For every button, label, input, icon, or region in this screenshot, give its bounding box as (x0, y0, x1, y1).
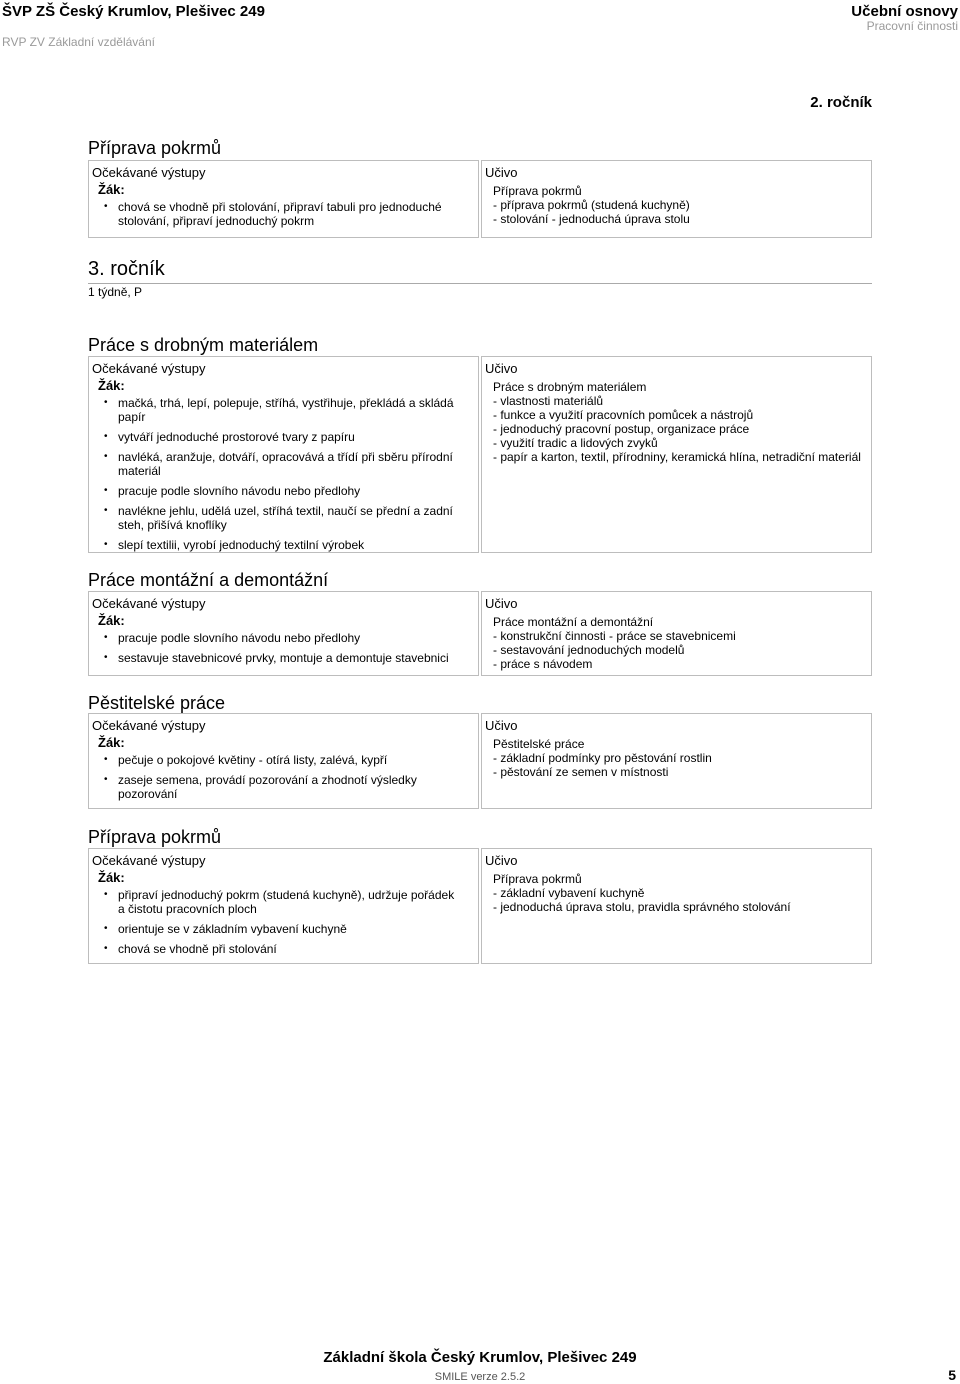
section-title: Příprava pokrmů (88, 138, 222, 158)
outcomes-list (92, 396, 474, 552)
curriculum-column (481, 356, 872, 553)
curriculum-header: Učivo (485, 361, 518, 376)
outcome-item: • pečuje o pokojové květiny - otírá listy, zalévá, kypří (118, 753, 474, 767)
curriculum-item: - základní podmínky pro pěstování rostlin (493, 751, 712, 765)
section-table (88, 356, 872, 553)
outcome-item: • sestavuje stavebnicové prvky, montuje a demontuje stavebnici (118, 651, 474, 665)
outcomes-list (92, 200, 474, 228)
outcome-item: • navlékne jehlu, udělá uzel, stříhá textil, naučí se přední a zadní steh, přišívá knoflíky (118, 504, 474, 532)
student-label: Žák: (98, 378, 125, 393)
curriculum-item: - konstrukční činnosti - práce se stavebnicemi (493, 629, 736, 643)
outcomes-list (92, 888, 474, 956)
footer-version: SMILE verze 2.5.2 (434, 1371, 526, 1383)
outcome-item: • orientuje se v základním vybavení kuchyně (118, 922, 474, 936)
curriculum-title: Práce montážní a demontážní (493, 615, 654, 629)
curriculum-column (481, 160, 872, 238)
outcome-item: • chová se vhodně při stolování, připraví tabuli pro jednoduché stolování, připraví jednoduchý pokrm (118, 200, 474, 228)
outcome-item: • pracuje podle slovního návodu nebo předlohy (118, 484, 474, 498)
footer-school-name: Základní škola Český Krumlov, Plešivec 249 (323, 1349, 637, 1366)
curriculum-title: Příprava pokrmů (493, 872, 582, 886)
outcomes-header: Očekávané výstupy (92, 853, 206, 868)
student-label: Žák: (98, 613, 125, 628)
outcomes-header: Očekávané výstupy (92, 596, 206, 611)
outcomes-column (88, 848, 479, 964)
outcomes-list (92, 631, 474, 665)
curriculum-column (481, 713, 872, 809)
curriculum-item: - jednoduchý pracovní postup, organizace práce (493, 422, 750, 436)
document-program-subtitle: RVP ZV Základní vzdělávání (2, 35, 155, 49)
curriculum-title: Práce s drobným materiálem (493, 380, 647, 394)
curriculum-item: - jednoduchá úprava stolu, pravidla správného stolování (493, 900, 791, 914)
outcome-item: • pracuje podle slovního návodu nebo předlohy (118, 631, 474, 645)
section-table (88, 713, 872, 809)
curriculum-column (481, 848, 872, 964)
section-table (88, 591, 872, 676)
outcomes-column (88, 713, 479, 809)
grade-3-label: 3. ročník (88, 258, 165, 280)
section-title: Pěstitelské práce (88, 693, 226, 713)
curriculum-header: Učivo (485, 596, 518, 611)
curriculum-item: - pěstování ze semen v místnosti (493, 765, 669, 779)
curriculum-header: Učivo (485, 718, 518, 733)
outcomes-list (92, 753, 474, 801)
curriculum-title: Příprava pokrmů (493, 184, 582, 198)
curriculum-item: - základní vybavení kuchyně (493, 886, 645, 900)
grade-3-meta: 1 týdně, P (88, 285, 143, 299)
outcome-item: • zaseje semena, provádí pozorování a zhodnotí výsledky pozorování (118, 773, 474, 801)
curriculum-item: - práce s návodem (493, 657, 593, 671)
document-school-title: ŠVP ZŠ Český Krumlov, Plešivec 249 (2, 3, 265, 20)
section-title: Práce s drobným materiálem (88, 335, 319, 355)
curriculum-item: - stolování - jednoduchá úprava stolu (493, 212, 690, 226)
student-label: Žák: (98, 735, 125, 750)
section-table (88, 848, 872, 964)
outcome-item: • mačká, trhá, lepí, polepuje, stříhá, vystřihuje, překládá a skládá papír (118, 396, 474, 424)
outcome-item: • vytváří jednoduché prostorové tvary z papíru (118, 430, 474, 444)
curriculum-item: - příprava pokrmů (studená kuchyně) (493, 198, 690, 212)
outcomes-column (88, 356, 479, 553)
curriculum-item: - papír a karton, textil, přírodniny, keramická hlína, netradiční materiál (493, 450, 861, 464)
student-label: Žák: (98, 870, 125, 885)
curriculum-item: - sestavování jednoduchých modelů (493, 643, 685, 657)
curriculum-title: Pěstitelské práce (493, 737, 585, 751)
outcomes-header: Očekávané výstupy (92, 361, 206, 376)
outcomes-header: Očekávané výstupy (92, 718, 206, 733)
section-title: Práce montážní a demontážní (88, 570, 329, 590)
outcomes-column (88, 591, 479, 676)
outcomes-column (88, 160, 479, 238)
curriculum-item: - funkce a využití pracovních pomůcek a nástrojů (493, 408, 754, 422)
curriculum-header: Učivo (485, 853, 518, 868)
outcome-item: • navléká, aranžuje, dotváří, opracovává a třídí při sběru přírodní materiál (118, 450, 474, 478)
outcomes-header: Očekávané výstupy (92, 165, 206, 180)
section-title: Příprava pokrmů (88, 827, 222, 847)
outcome-item: • slepí textilii, vyrobí jednoduchý textilní výrobek (118, 538, 474, 552)
student-label: Žák: (98, 182, 125, 197)
page-number: 5 (948, 1367, 956, 1383)
curriculum-item: - vlastnosti materiálů (493, 394, 604, 408)
outcome-item: • chová se vhodně při stolování (118, 942, 474, 956)
curriculum-column (481, 591, 872, 676)
grade-2-label: 2. ročník (810, 94, 872, 111)
curriculum-header: Učivo (485, 165, 518, 180)
document-subject-subtitle: Pracovní činnosti (866, 19, 958, 33)
document-section-title: Učební osnovy (851, 3, 958, 20)
grade-3-heading (88, 258, 872, 284)
outcome-item: • připraví jednoduchý pokrm (studená kuchyně), udržuje pořádek a čistotu pracovních ploch (118, 888, 474, 916)
section-table (88, 160, 872, 238)
curriculum-item: - využití tradic a lidových zvyků (493, 436, 658, 450)
